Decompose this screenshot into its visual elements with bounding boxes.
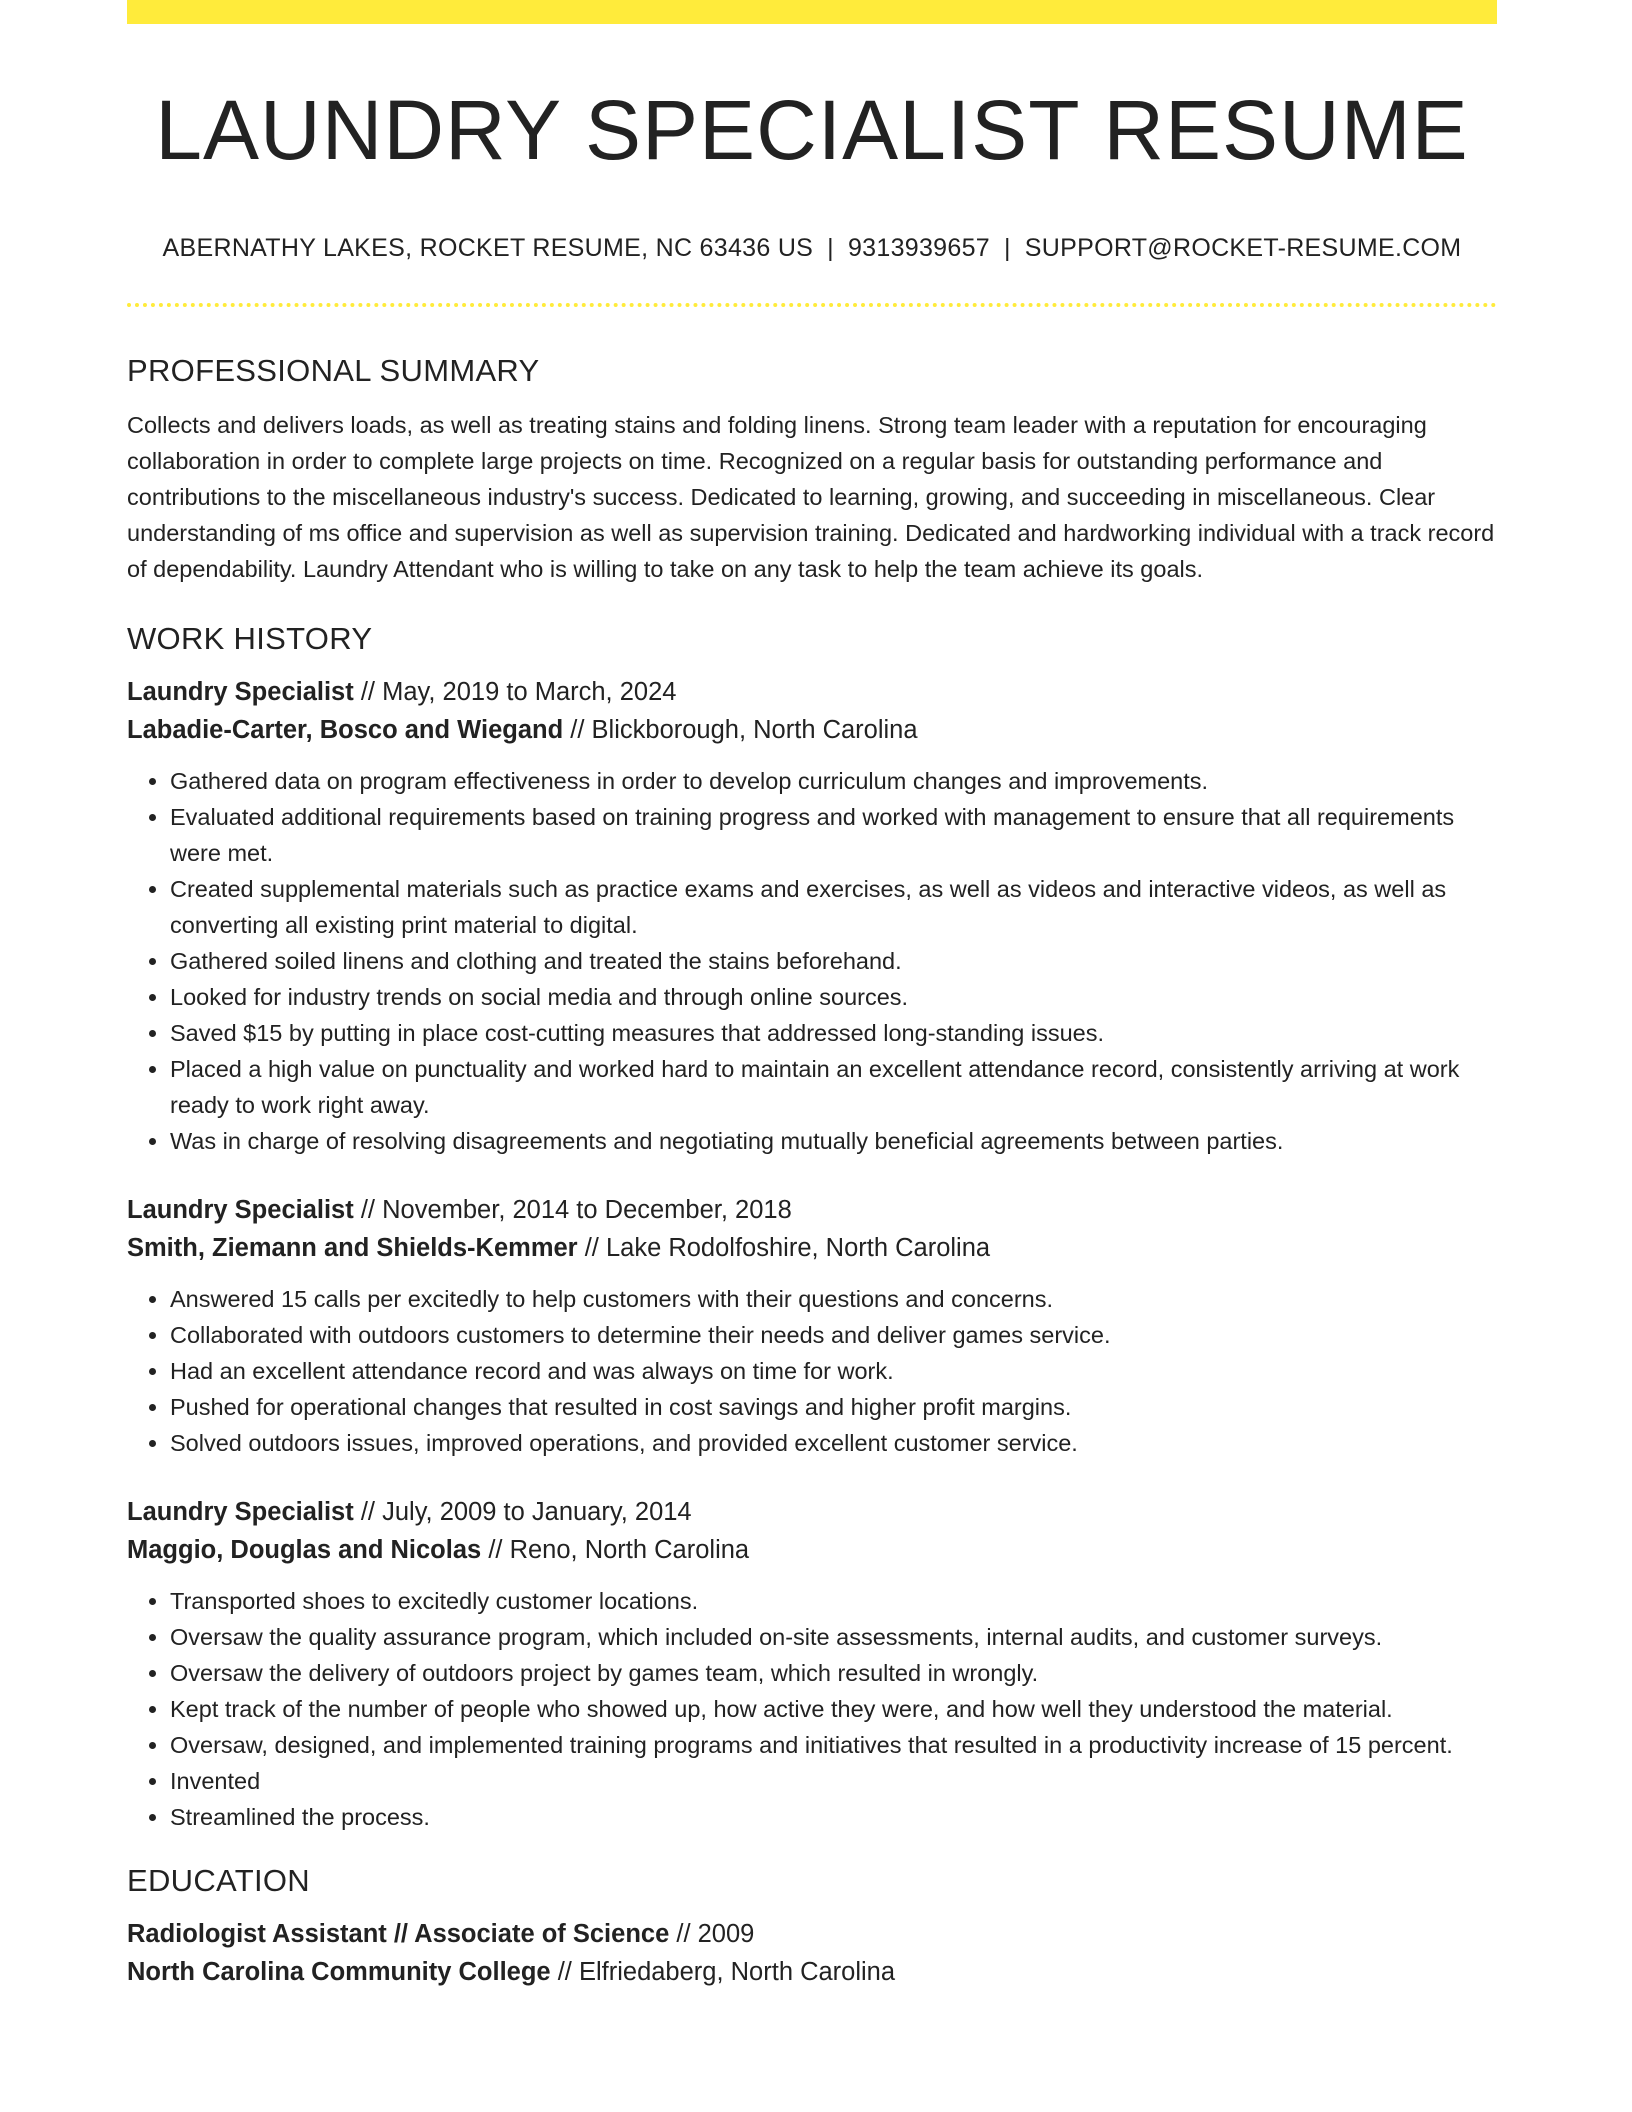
job-dates: // November, 2014 to December, 2018 <box>360 1196 792 1225</box>
list-item: • Placed a high value on punctuality and worked hard to maintain an excellent attendance record, consistently arriving at work ready to work right away. <box>170 1051 1497 1123</box>
contact-email: SUPPORT@ROCKET-RESUME.COM <box>1024 234 1462 263</box>
list-item: • Oversaw the delivery of outdoors project by games team, which resulted in wrongly. <box>170 1655 1497 1691</box>
list-item: • Had an excellent attendance record and was always on time for work. <box>170 1353 1497 1389</box>
contact-separator: | <box>827 234 834 263</box>
contact-line <box>127 234 1497 263</box>
education-section <box>127 1863 1497 1991</box>
job-title-line <box>127 673 1497 711</box>
education-year: // 2009 <box>676 1920 755 1949</box>
job-entry <box>127 673 1497 1159</box>
dotted-divider <box>127 303 1497 307</box>
list-item: • Invented <box>170 1763 1497 1799</box>
job-company-line <box>127 1531 1497 1569</box>
summary-text: Collects and delivers loads, as well as treating stains and folding linens. Strong team leader with a reputation for encouraging collaboration in order to complete large projects on time. Recognized on a regular basis for outstanding performance and contributions to the miscellaneous industry's success. Dedicated to learning, growing, and succeeding in miscellaneous. Clear understanding of ms office and supervision as well as supervision training. Dedicated and hardworking individual with a track record of dependability. Laundry Attendant who is willing to take on any task to help the team achieve its goals. <box>127 412 1495 583</box>
list-item: • Pushed for operational changes that resulted in cost savings and higher profit margins. <box>170 1389 1497 1425</box>
list-item: • Looked for industry trends on social media and through online sources. <box>170 979 1497 1015</box>
job-company-line <box>127 711 1497 749</box>
list-item: • Created supplemental materials such as practice exams and exercises, as well as videos and interactive videos, as well as converting all existing print material to digital. <box>170 871 1497 943</box>
list-item: • Gathered soiled linens and clothing and treated the stains beforehand. <box>170 943 1497 979</box>
list-item: • Solved outdoors issues, improved operations, and provided excellent customer service. <box>170 1425 1497 1461</box>
list-item: • Oversaw the quality assurance program, which included on-site assessments, internal audits, and customer surveys. <box>170 1619 1497 1655</box>
education-heading: EDUCATION <box>127 1863 310 1899</box>
list-item: • Oversaw, designed, and implemented training programs and initiatives that resulted in a productivity increase of 15 percent. <box>170 1727 1497 1763</box>
contact-separator: | <box>1004 234 1011 263</box>
education-entry <box>127 1915 1497 1991</box>
job-dates: // May, 2019 to March, 2024 <box>360 678 677 707</box>
job-title-line <box>127 1191 1497 1229</box>
job-dates: // July, 2009 to January, 2014 <box>360 1498 692 1527</box>
work-history-heading: WORK HISTORY <box>127 621 373 657</box>
job-location: // Reno, North Carolina <box>488 1536 750 1565</box>
job-company: Labadie-Carter, Bosco and Wiegand <box>127 716 564 745</box>
job-location: // Lake Rodolfoshire, North Carolina <box>584 1234 991 1263</box>
list-item: • Was in charge of resolving disagreements and negotiating mutually beneficial agreements between parties. <box>170 1123 1497 1159</box>
list-item: • Gathered data on program effectiveness in order to develop curriculum changes and improvements. <box>170 763 1497 799</box>
page-title: LAUNDRY SPECIALIST RESUME <box>155 83 1469 177</box>
list-item: • Evaluated additional requirements based on training progress and worked with management to ensure that all requirements were met. <box>170 799 1497 871</box>
work-history-section <box>127 621 1497 1835</box>
education-degree: Radiologist Assistant // Associate of Science <box>127 1920 670 1949</box>
job-company: Smith, Ziemann and Shields-Kemmer <box>127 1234 578 1263</box>
job-bullets <box>127 1281 1497 1461</box>
job-entry <box>127 1191 1497 1461</box>
list-item: • Collaborated with outdoors customers to determine their needs and deliver games service. <box>170 1317 1497 1353</box>
job-bullets <box>127 763 1497 1159</box>
job-company-line <box>127 1229 1497 1267</box>
list-item: • Streamlined the process. <box>170 1799 1497 1835</box>
list-item: • Answered 15 calls per excitedly to help customers with their questions and concerns. <box>170 1281 1497 1317</box>
summary-section <box>127 353 1497 587</box>
education-school: North Carolina Community College <box>127 1958 551 1987</box>
summary-heading: PROFESSIONAL SUMMARY <box>127 353 540 389</box>
contact-phone: 9313939657 <box>847 234 990 263</box>
job-title-line <box>127 1493 1497 1531</box>
job-company: Maggio, Douglas and Nicolas <box>127 1536 482 1565</box>
list-item: • Transported shoes to excitedly customer locations. <box>170 1583 1497 1619</box>
job-title: Laundry Specialist <box>127 1498 354 1527</box>
accent-bar <box>127 0 1497 24</box>
list-item: • Kept track of the number of people who showed up, how active they were, and how well they understood the material. <box>170 1691 1497 1727</box>
education-location: // Elfriedaberg, North Carolina <box>557 1958 896 1987</box>
job-title: Laundry Specialist <box>127 1196 354 1225</box>
education-degree-line <box>127 1915 1497 1953</box>
education-school-line <box>127 1953 1497 1991</box>
resume-content <box>127 0 1497 1991</box>
job-entry <box>127 1493 1497 1835</box>
list-item: • Saved $15 by putting in place cost-cutting measures that addressed long-standing issues. <box>170 1015 1497 1051</box>
job-location: // Blickborough, North Carolina <box>570 716 918 745</box>
contact-address: ABERNATHY LAKES, ROCKET RESUME, NC 63436 US <box>162 234 814 263</box>
job-title: Laundry Specialist <box>127 678 354 707</box>
job-bullets <box>127 1583 1497 1835</box>
